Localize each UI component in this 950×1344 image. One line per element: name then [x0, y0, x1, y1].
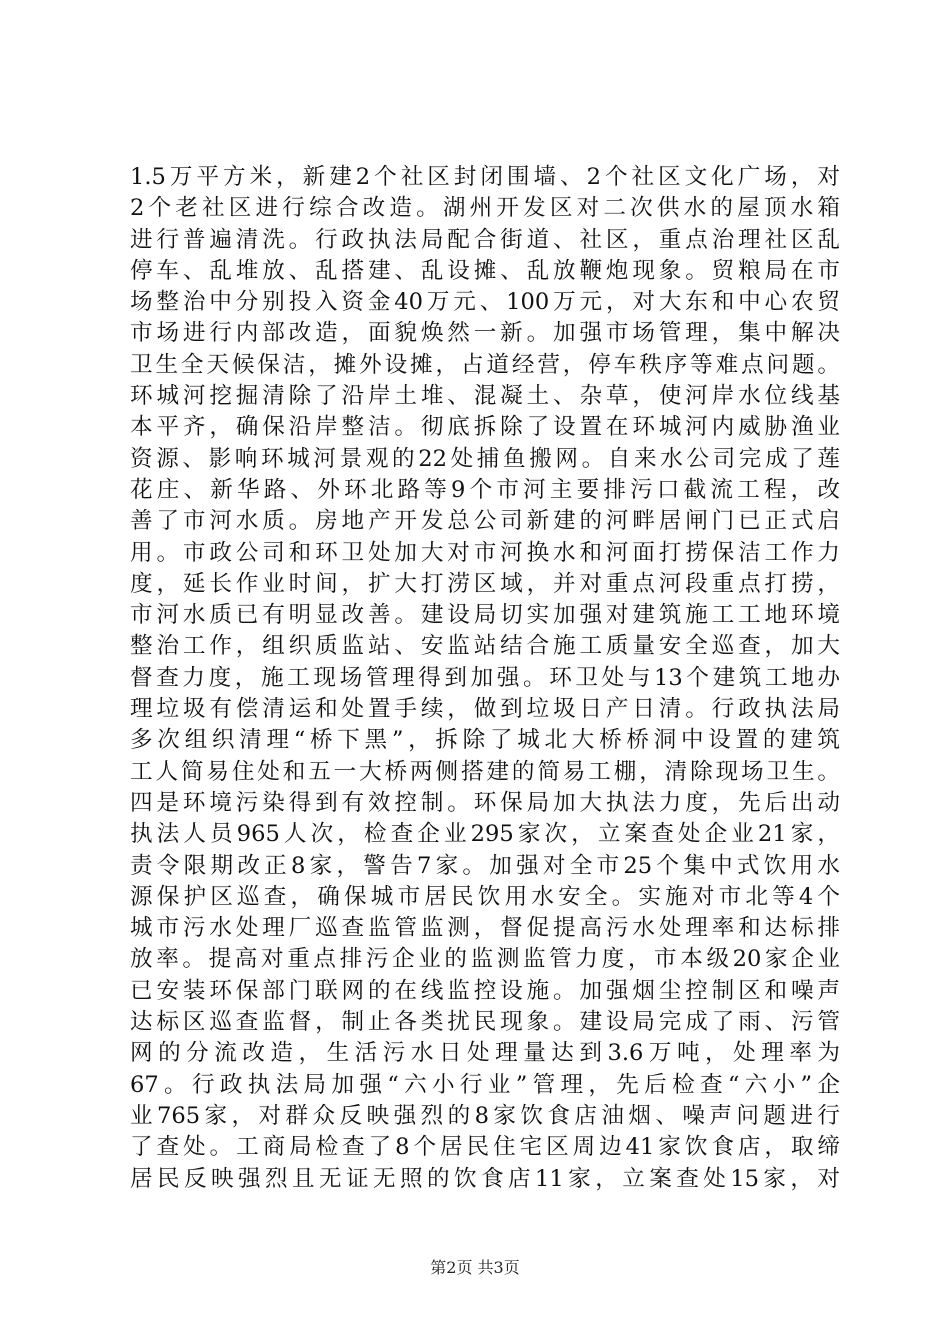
text-line: 达标区巡查监督，制止各类扰民现象。建设局完成了雨、污管 — [130, 1009, 840, 1036]
text-line: 场整治中分别投入资金40万元、100万元，对大东和中心农贸 — [130, 289, 840, 316]
text-line: 源保护区巡查，确保城市居民饮用水安全。实施对市北等4个 — [130, 883, 840, 910]
text-line: 多次组织清理“桥下黑”，拆除了城北大桥桥洞中设置的建筑 — [130, 727, 840, 754]
text-line: 1.5万平方米，新建2个社区封闭围墙、2个社区文化广场，对 — [130, 164, 840, 190]
text-line: 市场进行内部改造，面貌焕然一新。加强市场管理，集中解决 — [130, 320, 840, 347]
text-line: 67。行政执法局加强“六小行业”管理，先后检查“六小”企 — [130, 1071, 840, 1098]
text-line: 环城河挖掘清除了沿岸土堆、混凝土、杂草，使河岸水位线基 — [130, 383, 840, 410]
text-line: 用。市政公司和环卫处加大对市河换水和河面打捞保洁工作力 — [130, 539, 840, 566]
text-line: 已安装环保部门联网的在线监控设施。加强烟尘控制区和噪声 — [130, 977, 840, 1004]
text-line: 资源、影响环城河景观的22处捕鱼搬网。自来水公司完成了莲 — [130, 445, 840, 472]
text-line: 理垃圾有偿清运和处置手续，做到垃圾日产日清。行政执法局 — [130, 696, 840, 723]
text-line: 2个老社区进行综合改造。湖州开发区对二次供水的屋顶水箱 — [130, 195, 840, 222]
text-line: 执法人员965人次，检查企业295家次，立案查处企业21家， — [130, 821, 840, 848]
text-line: 本平齐，确保沿岸整洁。彻底拆除了设置在环城河内威胁渔业 — [130, 414, 840, 441]
text-line: 责令限期改正8家，警告7家。加强对全市25个集中式饮用水 — [130, 852, 840, 879]
text-line: 放率。提高对重点排污企业的监测监管力度，市本级20家企业 — [130, 946, 840, 973]
body-text — [130, 162, 840, 1195]
text-line: 城市污水处理厂巡查监管监测，督促提高污水处理率和达标排 — [130, 915, 840, 942]
text-line: 督查力度，施工现场管理得到加强。环卫处与13个建筑工地办 — [130, 664, 840, 691]
text-line: 了查处。工商局检查了8个居民住宅区周边41家饮食店，取缔 — [130, 1134, 840, 1161]
text-line: 居民反映强烈且无证无照的饮食店11家，立案查处15家，对 — [130, 1165, 840, 1192]
text-line: 工人简易住处和五一大桥两侧搭建的简易工棚，清除现场卫生。 — [130, 758, 840, 785]
text-line: 花庄、新华路、外环北路等9个市河主要排污口截流工程，改 — [130, 476, 840, 503]
text-line: 市河水质已有明显改善。建设局切实加强对建筑施工工地环境 — [130, 602, 840, 629]
text-line: 网的分流改造，生活污水日处理量达到3.6万吨，处理率为 — [130, 1040, 840, 1067]
text-line: 进行普遍清洗。行政执法局配合街道、社区，重点治理社区乱 — [130, 226, 840, 253]
text-line: 四是环境污染得到有效控制。环保局加大执法力度，先后出动 — [130, 789, 840, 816]
page-footer: 第2页 共3页 — [430, 1258, 520, 1277]
text-line: 整治工作，组织质监站、安监站结合施工质量安全巡查，加大 — [130, 633, 840, 660]
text-line: 度，延长作业时间，扩大打涝区域，并对重点河段重点打捞， — [130, 570, 840, 597]
text-line: 业765家，对群众反映强烈的8家饮食店油烟、噪声问题进行 — [130, 1102, 840, 1129]
text-line: 善了市河水质。房地产开发总公司新建的河畔居闸门已正式启 — [130, 508, 840, 535]
text-line: 卫生全天候保洁，摊外设摊，占道经营，停车秩序等难点问题。 — [130, 351, 840, 378]
text-line: 停车、乱堆放、乱搭建、乱设摊、乱放鞭炮现象。贸粮局在市 — [130, 257, 840, 284]
